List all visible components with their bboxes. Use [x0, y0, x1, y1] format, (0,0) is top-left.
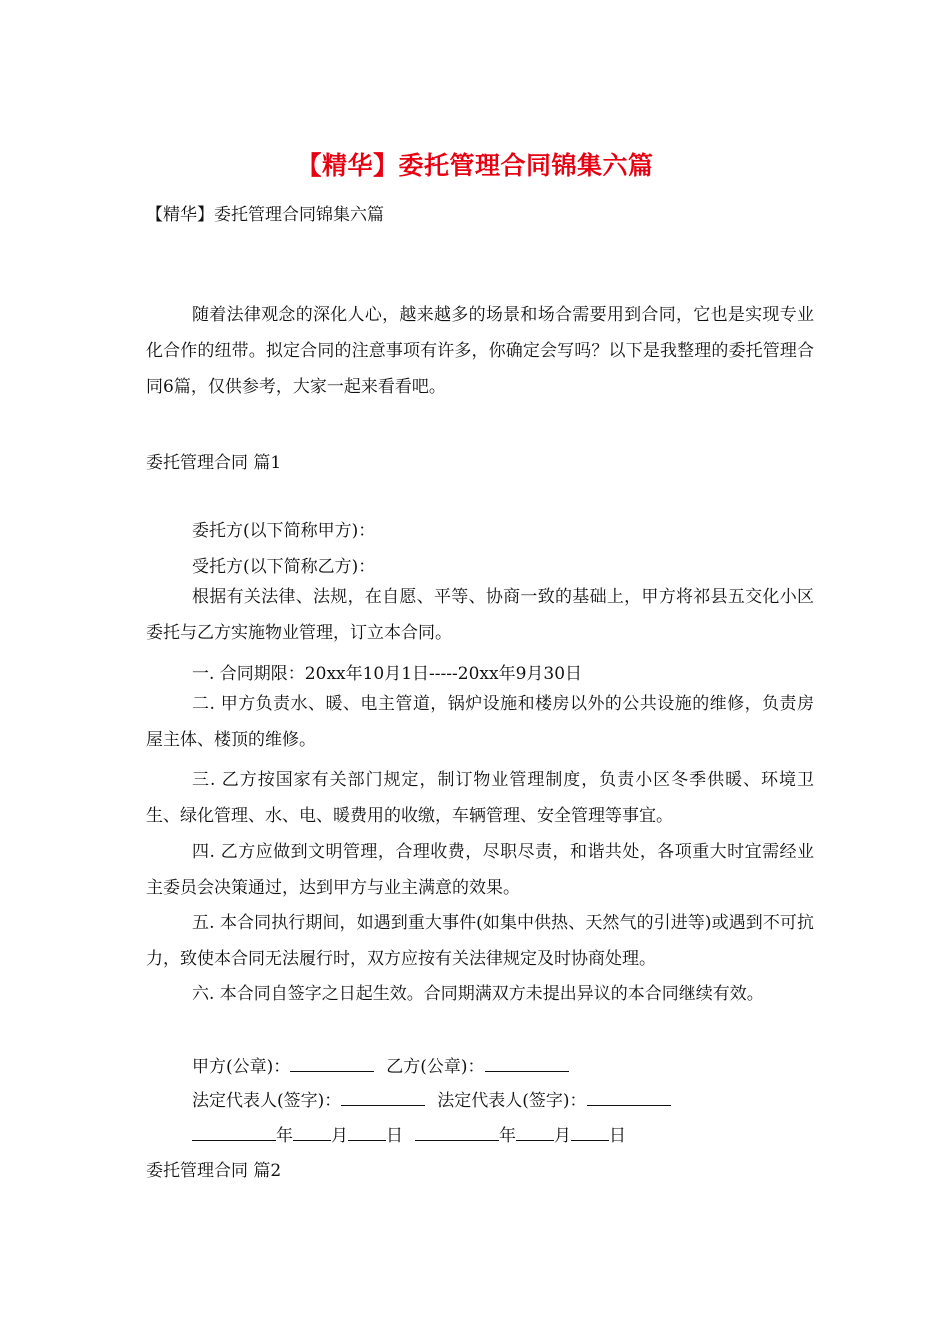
seal-a-label: 甲方(公章)： — [192, 1057, 291, 1077]
rep-a-blank[interactable] — [341, 1089, 425, 1106]
date-b-year-blank[interactable] — [415, 1124, 499, 1141]
section-heading-2: 委托管理合同 篇2 — [146, 1161, 282, 1181]
date-line — [192, 1121, 626, 1146]
date-b-day: 日 — [609, 1126, 626, 1146]
date-a-month: 月 — [331, 1126, 348, 1146]
rep-b-label: 法定代表人(签字)： — [437, 1091, 587, 1111]
clause-2: 二. 甲方负责水、暖、电主管道，锅炉设施和楼房以外的公共设施的维修，负责房屋主体、楼顶的维修。 — [146, 694, 814, 750]
seal-b-blank[interactable] — [485, 1055, 569, 1072]
date-b-month-blank[interactable] — [516, 1124, 554, 1141]
date-b-day-blank[interactable] — [571, 1124, 609, 1141]
date-b-year: 年 — [499, 1126, 516, 1146]
clause-1: 一. 合同期限：20xx年10月1日-----20xx年9月30日 — [192, 664, 583, 684]
party-a-line: 委托方(以下简称甲方)： — [192, 521, 376, 541]
document-subtitle: 【精华】委托管理合同锦集六篇 — [146, 205, 384, 225]
seal-line — [192, 1052, 569, 1077]
document-title: 【精华】委托管理合同锦集六篇 — [296, 151, 654, 180]
intro-paragraph: 随着法律观念的深化人心，越来越多的场景和场合需要用到合同，它也是实现专业化合作的纽带。拟定合同的注意事项有许多，你确定会写吗？以下是我整理的委托管理合同6篇，仅供参考，大家一起来看看吧。 — [146, 305, 814, 397]
date-b-month: 月 — [554, 1126, 571, 1146]
party-b-line: 受托方(以下简称乙方)： — [192, 557, 376, 577]
date-a-month-blank[interactable] — [293, 1124, 331, 1141]
date-a-year: 年 — [276, 1126, 293, 1146]
section-heading-1: 委托管理合同 篇1 — [146, 453, 282, 473]
representative-line — [192, 1086, 671, 1111]
date-a-day-blank[interactable] — [348, 1124, 386, 1141]
clause-6: 六. 本合同自签字之日起生效。合同期满双方未提出异议的本合同继续有效。 — [192, 984, 764, 1004]
seal-a-blank[interactable] — [290, 1055, 374, 1072]
rep-a-label: 法定代表人(签字)： — [192, 1091, 342, 1111]
clause-4: 四. 乙方应做到文明管理，合理收费，尽职尽责，和谐共处，各项重大时宜需经业主委员会决策通过，达到甲方与业主满意的效果。 — [146, 842, 814, 898]
date-a-year-blank[interactable] — [192, 1124, 276, 1141]
clause-5: 五. 本合同执行期间，如遇到重大事件(如集中供热、天然气的引进等)或遇到不可抗力，致使本合同无法履行时，双方应按有关法律规定及时协商处理。 — [146, 913, 814, 969]
date-a-day: 日 — [386, 1126, 403, 1146]
clause-preamble: 根据有关法律、法规，在自愿、平等、协商一致的基础上，甲方将祁县五交化小区委托与乙方实施物业管理，订立本合同。 — [146, 587, 814, 643]
rep-b-blank[interactable] — [587, 1089, 671, 1106]
seal-b-label: 乙方(公章)： — [386, 1057, 485, 1077]
clause-3: 三. 乙方按国家有关部门规定，制订物业管理制度，负责小区冬季供暖、环境卫生、绿化管理、水、电、暖费用的收缴，车辆管理、安全管理等事宜。 — [146, 770, 814, 826]
